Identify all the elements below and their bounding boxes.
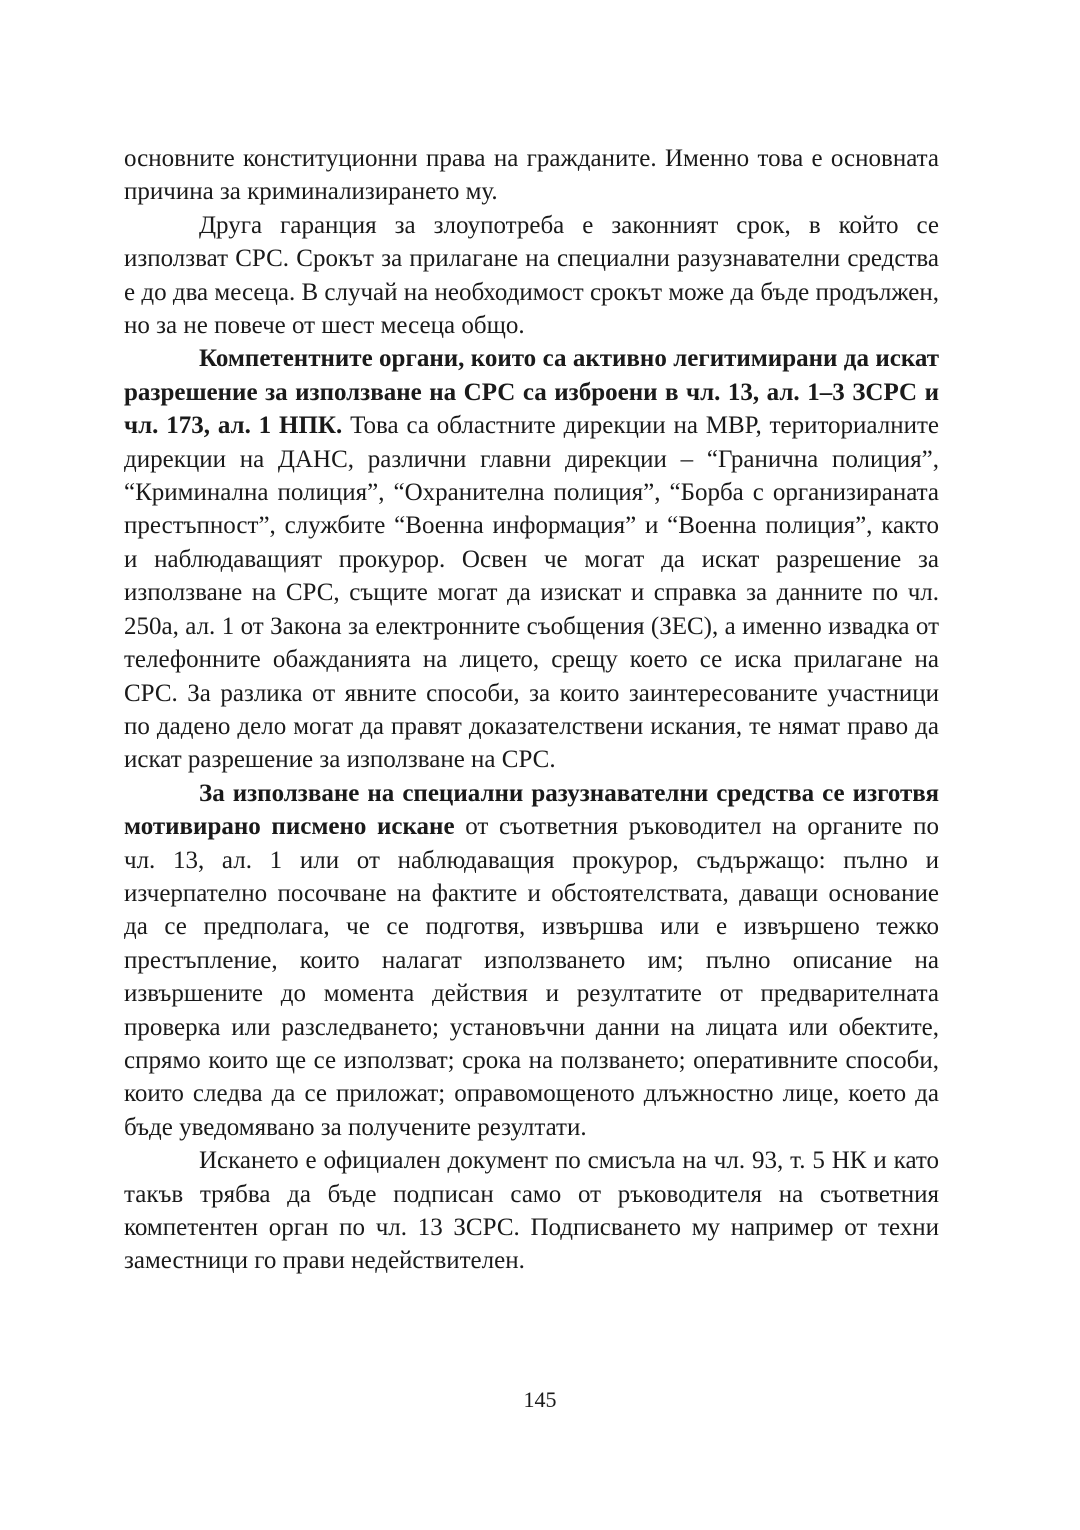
page-number: 145 <box>523 1387 557 1412</box>
paragraph-text: Друга гаранция за злоупотреба е законният срок, в който се използват СРС. Срокът за прилагане на специални разузнавателни средства е до два месеца. В случай на необходимост срокът може да бъде продължен, но за не повече от шест месеца общо. <box>124 211 939 340</box>
bold-lead-text: За използване на специални разузнавателни средства се изготвя мотивирано писмено искане <box>124 779 939 841</box>
paragraph-competent-authorities <box>124 342 939 776</box>
paragraph-text: основните конституционни права на гражданите. Именно това е основната причина за криминализирането му. <box>124 145 939 206</box>
paragraph-continuation <box>124 142 939 209</box>
paragraph-term-limit <box>124 209 939 343</box>
paragraph-official-document <box>124 1144 939 1278</box>
paragraph-text: Искането е официален документ по смисъла на чл. 93, т. 5 НК и като такъв трябва да бъде подписан само от ръководителя на съответния компетентен орган по чл. 13 ЗСРС. Подписването му например от техни заместници го прави недействителен. <box>124 1147 939 1275</box>
bold-lead-text: Компетентните органи, които са активно легитимирани да искат разрешение за използване на СРС са изброени в чл. 13, ал. 1–3 ЗСРС и чл. 173, ал. 1 НПК. <box>124 345 939 440</box>
paragraph-text: Това са областните дирекции на МВР, териториалните дирекции на ДАНС, различни главни дирекции – “Гранична полиция”, “Криминална полиция”, “Охранителна полиция”, “Борба с организираната престъпност”, службите “Военна информация” и “Военна полиция”, както и наблюдаващият прокурор. Освен че могат да искат разрешение за използване на СРС, същите могат да изискат и справка за данните по чл. 250а, ал. 1 от Закона за електронните съобщения (ЗЕС), а именно извадка от телефонните обажданията на лицето, срещу което се иска прилагане на СРС. За разлика от явните способи, за които заинтересованите участници по дадено дело могат да правят доказателствени искания, те нямат право да искат разрешение за използване на СРС. <box>124 412 940 774</box>
paragraph-text: от съответния ръководител на органите по чл. 13, ал. 1 или от наблюдаващия прокурор, съдържащо: пълно и изчерпателно посочване на фактите и обстоятелствата, даващи основание да се предполага, че се подготвя, извършва или е извършено тежко престъпление, които налагат използването им; пълно описание на извършените до момента действия и резултатите от предварителната проверка или разследването; установъчни данни на лицата или обектите, спрямо които ще се използват; срока на ползването; оперативните способи, които следва да се приложат; оправомощеното длъжностно лице, което да бъде уведомявано за получените резултати. <box>124 813 939 1141</box>
body-text <box>124 142 939 1278</box>
paragraph-written-request <box>124 777 939 1144</box>
